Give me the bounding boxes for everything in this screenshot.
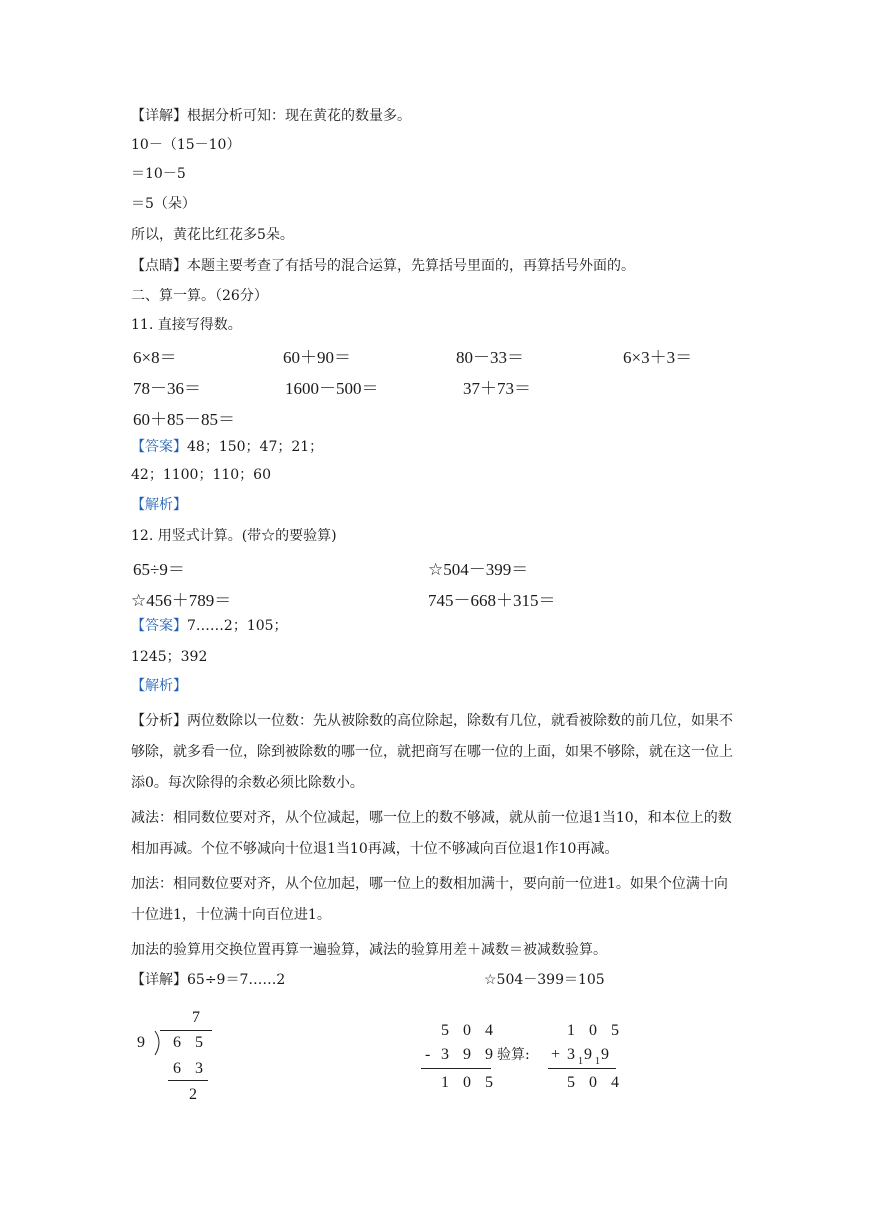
q12-answer xyxy=(131,616,288,636)
subtrahend: 3 9 9 xyxy=(441,1046,498,1063)
q11-analysis-label: 【解析】 xyxy=(131,497,187,513)
quotient: 7 xyxy=(192,1009,205,1026)
carry-1: 1 xyxy=(578,1056,588,1067)
minuend: 5 0 4 xyxy=(441,1022,498,1039)
q11-title: 11. 直接写得数。 xyxy=(131,317,242,333)
carry-2: 1 xyxy=(595,1056,605,1067)
q11-answer xyxy=(131,437,323,457)
calc-line-1: 10－（15－10） xyxy=(131,137,241,153)
q11-answer-line2: 42；1100；110；60 xyxy=(131,467,271,483)
conclusion: 所以，黄花比红花多5朵。 xyxy=(131,227,294,243)
addend-2-tens: 9 xyxy=(584,1046,597,1063)
q11-item: 80－33＝ xyxy=(456,348,524,367)
plus-sign: + xyxy=(551,1046,566,1063)
analysis-paragraph: 【分析】两位数除以一位数：先从被除数的高位除起，除数有几位，就看被除数的前几位，如果不够除，就多看一位，除到被除数的哪一位，就把商写在哪一位的上面，如果不够除，就在这一位上添0。每次除得的余数必须比除数小。 xyxy=(131,713,733,791)
difference: 1 0 5 xyxy=(441,1074,498,1091)
minus-sign: - xyxy=(425,1046,436,1063)
q12-item: ☆504－399＝ xyxy=(428,560,529,579)
comment: 【点睛】本题主要考查了有括号的混合运算，先算括号里面的，再算括号外面的。 xyxy=(131,258,635,274)
answer-text: 7……2；105； xyxy=(187,618,288,634)
subtraction-line xyxy=(421,1068,491,1069)
addend-1: 1 0 5 xyxy=(567,1022,624,1039)
subtraction-paragraph: 减法：相同数位要对齐，从个位减起，哪一位上的数不够减，就从前一位退1当10，和本位上的数相加再减。个位不够减向十位退1当10再减，十位不够减向百位退1作10再减。 xyxy=(131,810,732,857)
q11-item: 6×8＝ xyxy=(133,348,177,367)
q12-item: ☆456＋789＝ xyxy=(131,591,232,610)
calc-line-2: ＝10－5 xyxy=(131,166,186,182)
addition-paragraph: 加法：相同数位要对齐，从个位加起，哪一位上的数相加满十，要向前一位进1。如果个位满十向十位进1，十位满十向百位进1。 xyxy=(131,876,728,923)
q12-analysis-label: 【解析】 xyxy=(131,678,187,694)
check-paragraph: 加法的验算用交换位置再算一遍验算，减法的验算用差＋减数＝被减数验算。 xyxy=(131,942,607,958)
product: 6 3 xyxy=(173,1060,208,1077)
answer-text: 48；150；47；21； xyxy=(187,439,324,455)
detail-right: ☆504－399＝105 xyxy=(484,972,605,988)
q11-item: 6×3＋3＝ xyxy=(623,348,693,367)
detail-line: 【详解】根据分析可知：现在黄花的数量多。 xyxy=(131,108,411,124)
answer-label: 【答案】 xyxy=(131,618,187,634)
detail-left: 【详解】65÷9＝7……2 xyxy=(131,972,286,988)
q12-item: 65÷9＝ xyxy=(133,560,185,579)
answer-label: 【答案】 xyxy=(131,439,187,455)
divisor: 9 xyxy=(137,1034,150,1051)
q12-title: 12. 用竖式计算。(带☆的要验算) xyxy=(131,528,337,544)
dividend: 6 5 xyxy=(173,1034,208,1051)
q11-item: 37＋73＝ xyxy=(463,379,531,398)
product-line xyxy=(168,1080,208,1081)
remainder: 2 xyxy=(189,1086,202,1103)
q11-item: 1600－500＝ xyxy=(285,379,379,398)
addend-2-hundreds: 3 xyxy=(567,1046,580,1063)
division-bar xyxy=(160,1030,212,1031)
addend-2-ones: 9 xyxy=(601,1046,614,1063)
calc-line-3: ＝5（朵） xyxy=(131,196,196,212)
q12-item: 745－668＋315＝ xyxy=(428,591,556,610)
sum: 5 0 4 xyxy=(567,1074,624,1091)
q11-item: 60＋90＝ xyxy=(283,348,351,367)
division-bracket xyxy=(153,1030,165,1056)
q11-item: 60＋85－85＝ xyxy=(133,410,235,429)
q12-answer-line2: 1245；392 xyxy=(131,649,208,665)
addition-line xyxy=(548,1068,616,1069)
part2-heading: 二、算一算。（26分） xyxy=(131,288,268,304)
q11-item: 78－36＝ xyxy=(133,379,201,398)
check-label: 验算: xyxy=(497,1047,530,1063)
